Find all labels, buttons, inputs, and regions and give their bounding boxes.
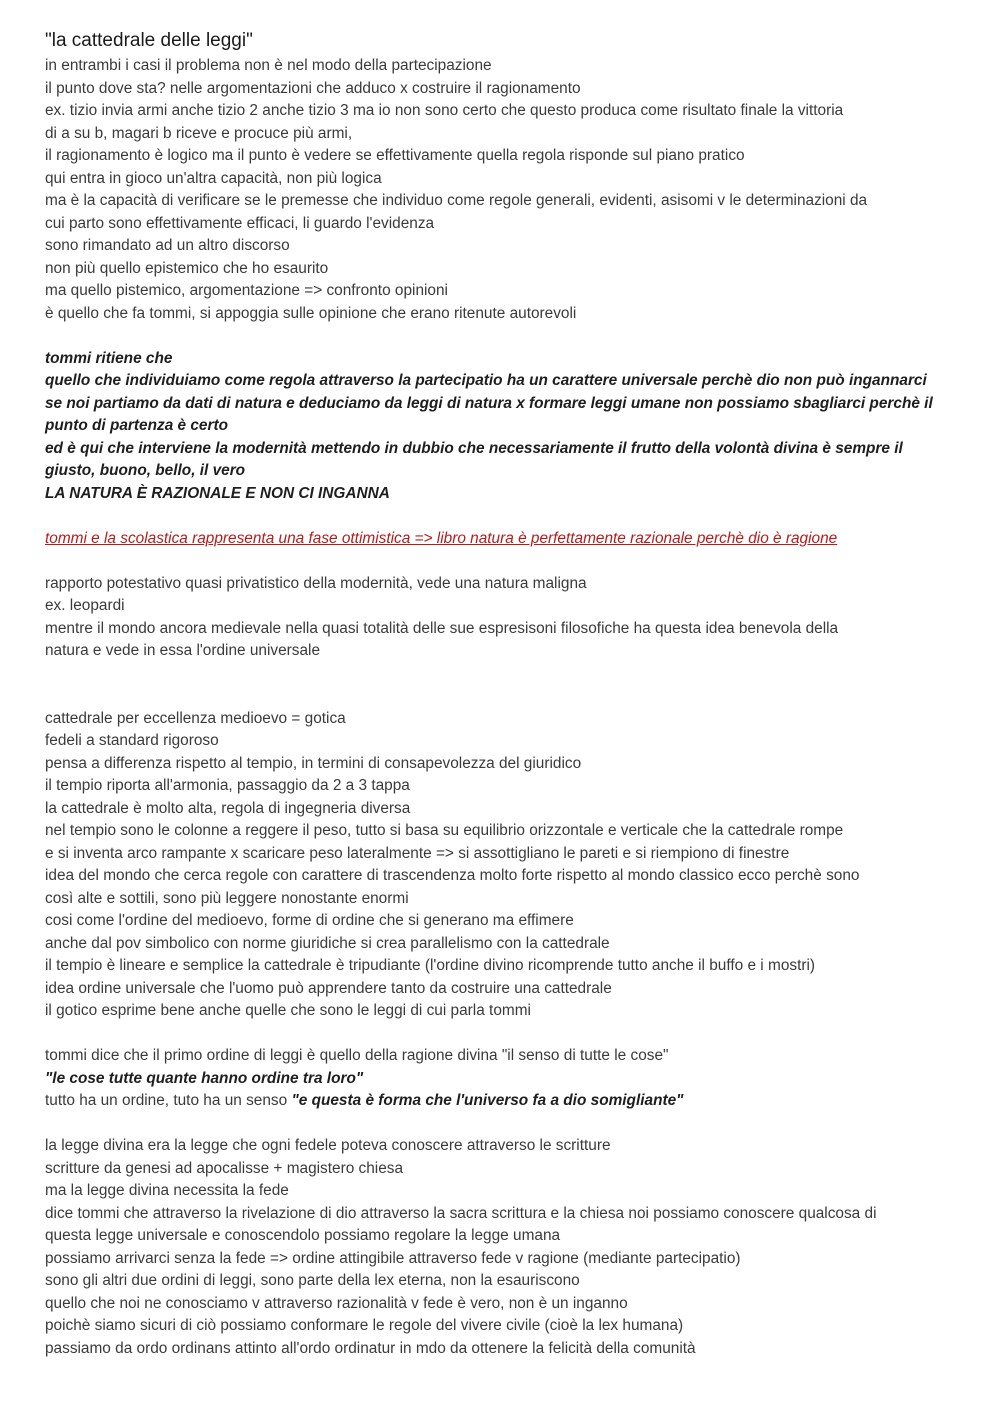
paragraph-divine-order xyxy=(45,1045,960,1113)
text-line: sono gli altri due ordini di leggi, sono parte della lex eterna, non la esauriscono xyxy=(45,1272,580,1289)
text-line: rapporto potestativo quasi privatistico della modernità, vede una natura maligna xyxy=(45,574,587,592)
emphasis-line: giusto, buono, bello, il vero xyxy=(45,462,246,479)
text-line: il tempio riporta all'armonia, passaggio da 2 a 3 tappa xyxy=(45,777,410,794)
text-line: il tempio è lineare e semplice la cattedrale è tripudiante (l'ordine divino ricomprende tutto anche il buffo e i mostri) xyxy=(45,957,816,974)
paragraph-modernity xyxy=(45,573,960,663)
document-title: "la cattedrale delle leggi" xyxy=(45,30,253,51)
text-line: in entrambi i casi il problema non è nel modo della partecipazione xyxy=(45,57,492,74)
emphasis-line: tommi ritiene che xyxy=(45,349,173,367)
emphasis-line: se noi partiamo da dati di natura e deduciamo da leggi di natura x formare leggi umane non possiamo sbagliarci perchè il xyxy=(45,394,933,412)
text-line: di a su b, magari b riceve e procuce più armi, xyxy=(45,124,353,142)
text-line: tommi dice che il primo ordine di leggi è quello della ragione divina "il senso di tutte le cose" xyxy=(45,1047,669,1064)
quote-line: "le cose tutte quante hanno ordine tra loro" xyxy=(45,1069,364,1087)
text-line: ma è la capacità di verificare se le premesse che individuo come regole generali, evidenti, asisomi v le determinazioni da xyxy=(45,192,868,209)
paragraph-tommi-belief xyxy=(45,348,960,506)
text-line: possiamo arrivarci senza la fede => ordine attingibile attraverso fede v ragione (mediante partecipatio) xyxy=(45,1249,741,1267)
text-line: pensa a differenza rispetto al tempio, in termini di consapevolezza del giuridico xyxy=(45,754,582,772)
text-line: passiamo da ordo ordinans attinto all'ordo ordinatur in mdo da ottenere la felicità della comunità xyxy=(45,1339,696,1357)
text-line: cui parto sono effettivamente efficaci, li guardo l'evidenza xyxy=(45,214,435,232)
text-line: fedeli a standard rigoroso xyxy=(45,732,219,749)
text-line: il ragionamento è logico ma il punto è vedere se effettivamente quella regola risponde sul piano pratico xyxy=(45,147,745,164)
paragraph-cathedral xyxy=(45,708,960,1023)
text-line: dice tommi che attraverso la rivelazione di dio attraverso la sacra scrittura e la chiesa noi possiamo conoscere qualcosa di xyxy=(45,1204,877,1222)
text-line: la legge divina era la legge che ogni fedele poteva conoscere attraverso le scritture xyxy=(45,1137,611,1154)
text-line: ex. leopardi xyxy=(45,597,125,614)
text-line: sono rimandato ad un altro discorso xyxy=(45,237,290,254)
text-line: e si inventa arco rampante x scaricare peso lateralmente => si assottigliano le pareti e si riempiono di finestre xyxy=(45,844,790,862)
emphasis-line: LA NATURA È RAZIONALE E NON CI INGANNA xyxy=(45,484,390,502)
paragraph-divine-law xyxy=(45,1135,960,1360)
highlighted-red-line: tommi e la scolastica rappresenta una fase ottimistica => libro natura è perfettamente razionale perchè dio è ragione xyxy=(45,529,838,547)
paragraph-reasoning xyxy=(45,55,960,325)
text-line: scritture da genesi ad apocalisse + magistero chiesa xyxy=(45,1159,404,1177)
text-line: cosi come l'ordine del medioevo, forme di ordine che si generano ma effimere xyxy=(45,912,574,929)
text-line: nel tempio sono le colonne a reggere il peso, tutto si basa su equilibrio orizzontale e verticale che la cattedrale rompe xyxy=(45,822,844,839)
text-segment: tutto ha un ordine, tuto ha un senso xyxy=(45,1092,292,1109)
text-line: idea ordine universale che l'uomo può apprendere tanto da costruire una cattedrale xyxy=(45,979,612,997)
text-line: cattedrale per eccellenza medioevo = gotica xyxy=(45,709,346,727)
emphasis-line: quello che individuiamo come regola attraverso la partecipatio ha un carattere universale perchè dio non può ingannarci xyxy=(45,372,927,389)
text-line: mentre il mondo ancora medievale nella quasi totalità delle sue espresisoni filosofiche ha questa idea benevola della xyxy=(45,619,839,637)
text-line: idea del mondo che cerca regole con carattere di trascendenza molto forte rispetto al mondo classico ecco perchè sono xyxy=(45,867,860,884)
text-line: quello che noi ne conosciamo v attraverso razionalità v fede è vero, non è un inganno xyxy=(45,1294,628,1312)
text-line: ma quello pistemico, argomentazione => confronto opinioni xyxy=(45,282,448,299)
text-line: il punto dove sta? nelle argomentazioni che adduco x costruire il ragionamento xyxy=(45,79,581,97)
text-line xyxy=(45,1090,960,1113)
emphasis-line: punto di partenza è certo xyxy=(45,417,228,434)
text-line: qui entra in gioco un'altra capacità, non più logica xyxy=(45,169,382,187)
text-line: il gotico esprime bene anche quelle che sono le leggi di cui parla tommi xyxy=(45,1002,531,1019)
text-line: anche dal pov simbolico con norme giuridiche si crea parallelismo con la cattedrale xyxy=(45,934,610,952)
text-line: poichè siamo sicuri di ciò possiamo conformare le regole del vivere civile (cioè la lex humana) xyxy=(45,1317,684,1334)
text-line: ma la legge divina necessita la fede xyxy=(45,1182,289,1199)
text-line: la cattedrale è molto alta, regola di ingegneria diversa xyxy=(45,799,411,817)
text-line: natura e vede in essa l'ordine universale xyxy=(45,642,321,659)
text-line: non più quello epistemico che ho esaurito xyxy=(45,259,329,277)
inline-quote: "e questa è forma che l'universo fa a dio somigliante" xyxy=(291,1092,684,1109)
text-line: questa legge universale e conoscendolo possiamo regolare la legge umana xyxy=(45,1227,561,1244)
emphasis-line: ed è qui che interviene la modernità mettendo in dubbio che necessariamente il frutto della volontà divina è sempre il xyxy=(45,439,903,457)
text-line: è quello che fa tommi, si appoggia sulle opinione che erano ritenute autorevoli xyxy=(45,304,577,322)
text-line: ex. tizio invia armi anche tizio 2 anche tizio 3 ma io non sono certo che questo produca come risultato finale la vittoria xyxy=(45,102,844,119)
text-line: così alte e sottili, sono più leggere nonostante enormi xyxy=(45,889,409,907)
